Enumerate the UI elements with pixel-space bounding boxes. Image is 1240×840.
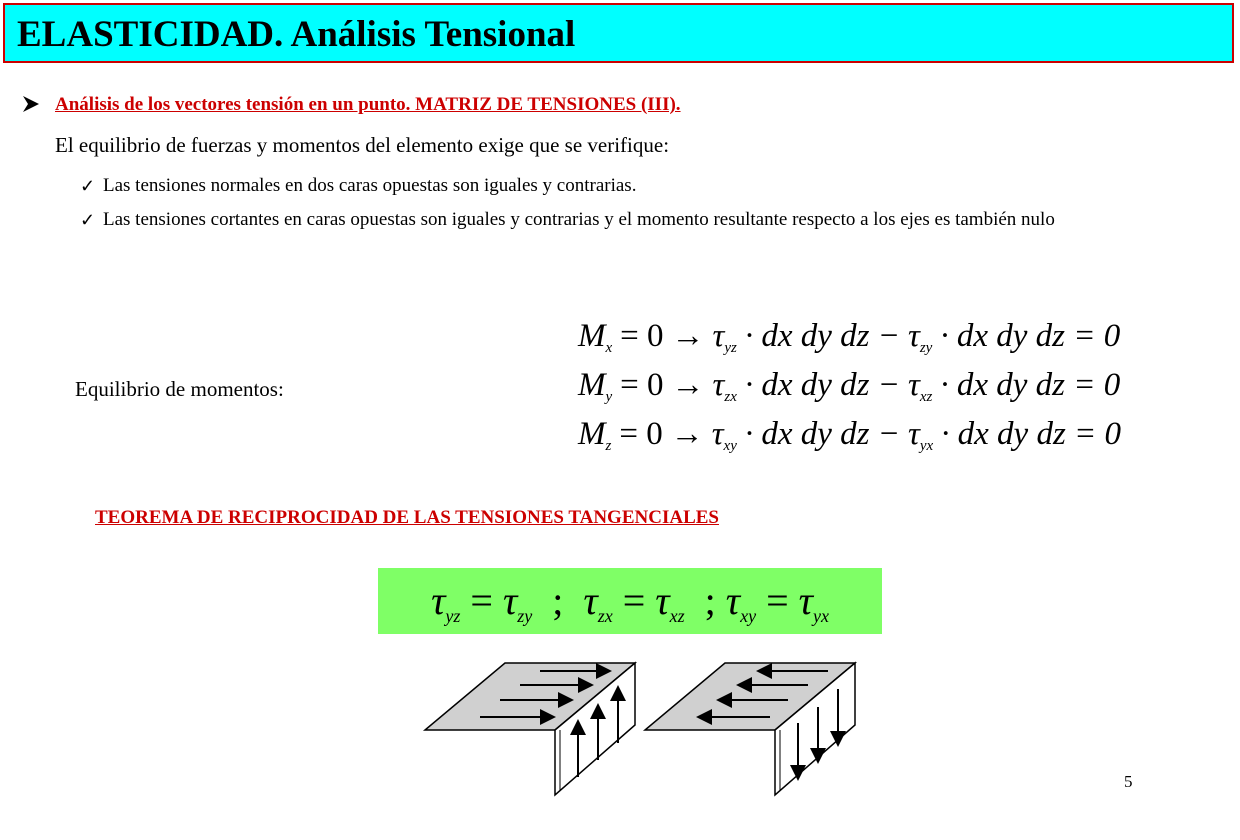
condition-item: Las tensiones normales en dos caras opuestas son iguales y contrarias.: [103, 175, 637, 196]
element-diagram-left: [425, 655, 635, 795]
page-title: ELASTICIDAD. Análisis Tensional: [17, 14, 576, 55]
shear-stress-diagram: [420, 655, 860, 800]
checkmark-icon: ✓: [80, 210, 96, 230]
section-heading: Análisis de los vectores tensión en un punto. MATRIZ DE TENSIONES (III).: [55, 94, 681, 115]
reciprocity-equation: $\tau_{yz} = \tau_{zy}$ ; $\tau_{zx} = \tau_{xz}$ ; $\tau_{xy} = \tau_{yx}$: [431, 578, 829, 626]
theorem-heading: TEOREMA DE RECIPROCIDAD DE LAS TENSIONES TANGENCIALES: [95, 507, 719, 528]
intro-text: El equilibrio de fuerzas y momentos del elemento exige que se verifique:: [55, 133, 670, 157]
title-bar: [3, 3, 1234, 63]
element-diagram-right: [645, 663, 855, 795]
moment-equation-x: $M_x = 0 \to \tau_{yz}$ · dx dy dz − $\tau_{zy}$ · dx dy dz = 0: [578, 318, 1121, 356]
moment-equation-y: $M_y = 0 \to \tau_{zx}$ · dx dy dz − $\tau_{xz}$ · dx dy dz = 0: [578, 367, 1121, 405]
moments-label: Equilibrio de momentos:: [75, 377, 284, 401]
reciprocity-box: [378, 568, 882, 634]
condition-item: Las tensiones cortantes en caras opuestas son iguales y contrarias y el momento resultante respecto a los ejes es también nulo: [103, 209, 1055, 230]
checkmark-icon: ✓: [80, 176, 96, 196]
moment-equation-z: $M_z = 0 \to \tau_{xy}$ · dx dy dz − $\tau_{yx}$ · dx dy dz = 0: [578, 416, 1122, 454]
page-number: 5: [1124, 772, 1133, 791]
arrow-bullet-icon: [20, 93, 42, 115]
